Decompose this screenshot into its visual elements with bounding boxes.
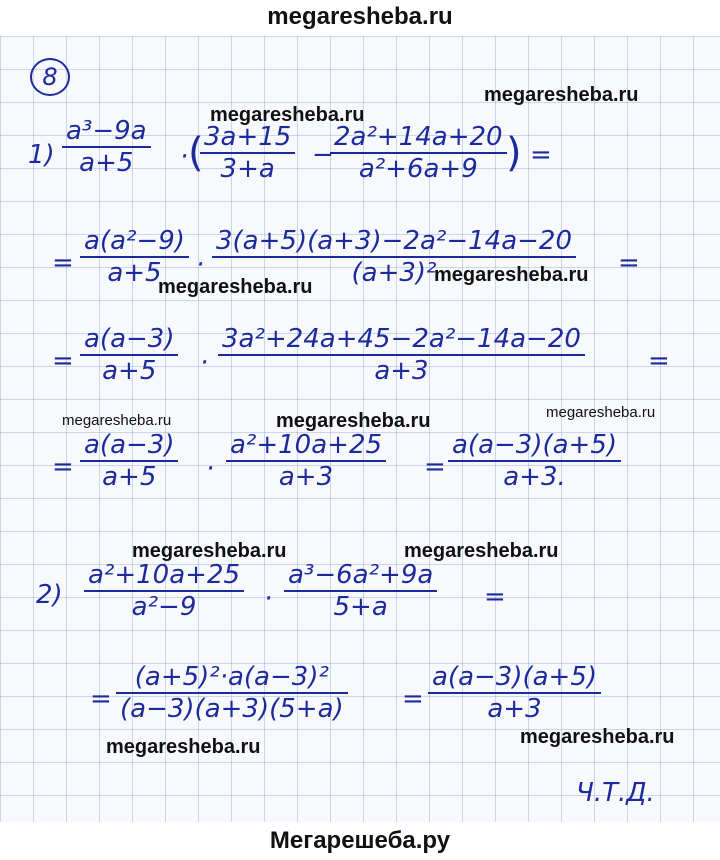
equals-sign: =	[52, 248, 74, 278]
watermark: megaresheba.ru	[434, 264, 589, 286]
numerator: a³−9a	[62, 116, 151, 148]
multiply-dot: ·	[206, 454, 215, 484]
equals-sign: =	[52, 452, 74, 482]
part2-label: 2)	[36, 580, 63, 610]
watermark: megaresheba.ru	[520, 726, 675, 748]
part1-line3-frac1	[80, 324, 178, 386]
site-header[interactable]: megaresheba.ru	[0, 0, 720, 36]
denominator: a²+6a+9	[358, 154, 478, 184]
denominator: a²−9	[131, 592, 197, 622]
numerator: a(a−3)(a+5)	[448, 430, 621, 462]
denominator: a+5	[102, 462, 157, 492]
denominator: a+5	[102, 356, 157, 386]
multiply-dot: ·	[200, 348, 209, 378]
watermark: megaresheba.ru	[276, 410, 431, 432]
part2-line2-frac1	[116, 662, 348, 724]
numerator: a²+10a+25	[84, 560, 244, 592]
part2-line1-frac1	[84, 560, 244, 622]
numerator: (a+5)²·a(a−3)²	[116, 662, 348, 694]
equals-sign: =	[90, 684, 112, 714]
denominator: 3+a	[220, 154, 275, 184]
site-footer[interactable]: Мегарешеба.ру	[0, 822, 720, 860]
part1-line1-frac3	[330, 122, 507, 184]
watermark: megaresheba.ru	[158, 276, 313, 298]
part1-line1-frac2	[200, 122, 295, 184]
denominator: a+3.	[503, 462, 566, 492]
numerator: a³−6a²+9a	[284, 560, 437, 592]
denominator: 5+a	[333, 592, 388, 622]
watermark: megaresheba.ru	[210, 104, 365, 126]
denominator: a+3	[374, 356, 429, 386]
numerator: a²+10a+25	[226, 430, 386, 462]
left-paren: (	[188, 130, 204, 176]
equals-sign: =	[424, 452, 446, 482]
watermark: megaresheba.ru	[546, 404, 656, 421]
watermark: megaresheba.ru	[106, 736, 261, 758]
equals-sign: =	[484, 582, 506, 612]
part1-line4-frac1	[80, 430, 178, 492]
part2-line2-result	[428, 662, 601, 724]
numerator: 2a²+14a+20	[330, 122, 507, 154]
watermark: megaresheba.ru	[132, 540, 287, 562]
denominator: a+5	[107, 258, 162, 288]
numerator: a(a−3)	[80, 324, 178, 356]
denominator: a+3	[278, 462, 334, 492]
denominator: (a+3)²	[351, 258, 437, 288]
part1-line1-frac1	[62, 116, 151, 178]
watermark: megaresheba.ru	[404, 540, 559, 562]
watermark: megaresheba.ru	[62, 412, 172, 429]
numerator: 3a²+24a+45−2a²−14a−20	[218, 324, 585, 356]
equals-sign: =	[52, 346, 74, 376]
numerator: 3(a+5)(a+3)−2a²−14a−20	[212, 226, 576, 258]
numerator: a(a−3)(a+5)	[428, 662, 601, 694]
task-number: 8	[30, 58, 70, 96]
part1-line3-frac2	[218, 324, 585, 386]
denominator: a+3	[487, 694, 542, 724]
equals-sign: =	[402, 684, 424, 714]
part1-label: 1)	[28, 140, 55, 170]
equals-sign: =	[648, 346, 670, 376]
multiply-dot: ·	[180, 142, 189, 172]
denominator: (a−3)(a+3)(5+a)	[120, 694, 344, 724]
minus-sign: −	[312, 140, 334, 170]
multiply-dot: ·	[196, 250, 205, 280]
watermark: megaresheba.ru	[484, 84, 639, 106]
denominator: a+5	[79, 148, 134, 178]
part2-line1-frac2	[284, 560, 437, 622]
numerator: a(a−3)	[80, 430, 178, 462]
part1-line4-result	[448, 430, 621, 492]
numerator: a(a²−9)	[80, 226, 189, 258]
right-paren: )	[506, 130, 522, 176]
multiply-dot: ·	[264, 584, 273, 614]
equals-sign: =	[618, 248, 640, 278]
equals-sign: =	[530, 140, 552, 170]
numerator: 3a+15	[200, 122, 295, 154]
part1-line4-frac2	[226, 430, 386, 492]
qed-mark: Ч.Т.Д.	[576, 778, 655, 808]
